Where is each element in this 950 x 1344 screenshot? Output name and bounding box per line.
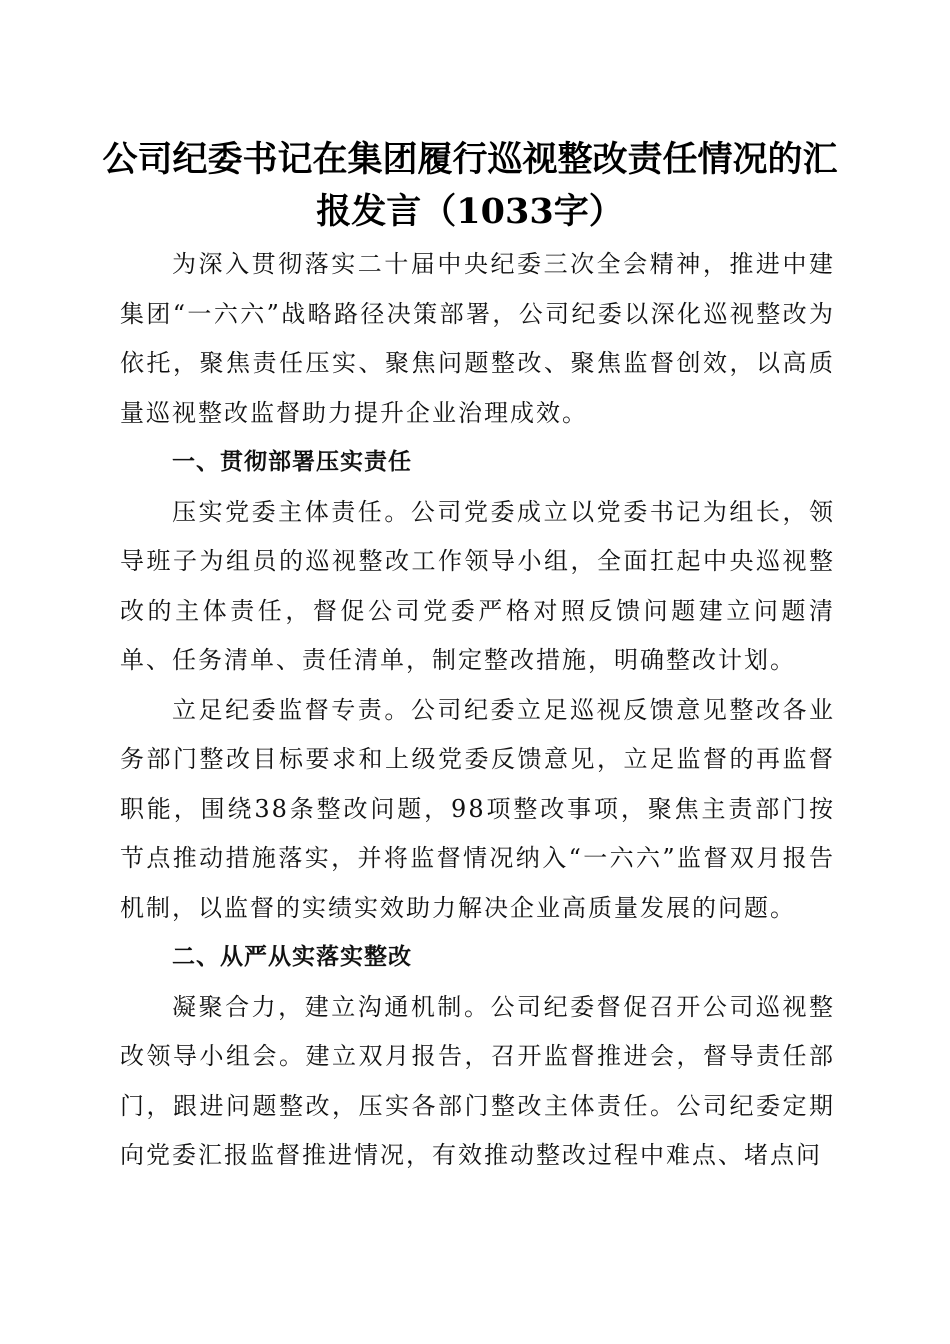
section-2-paragraph-1: 凝聚合力，建立沟通机制。公司纪委督促召开公司巡视整改领导小组会。建立双月报告，召开监督推进会，督导责任部门，跟进问题整改，压实各部门整改主体责任。公司纪委定期向党委汇报监督推进情况，有效推动整改过程中难点、堵点问 (120, 992, 835, 1169)
section-1-paragraph-1: 压实党委主体责任。公司党委成立以党委书记为组长，领导班子为组员的巡视整改工作领导小组，全面扛起中央巡视整改的主体责任，督促公司党委严格对照反馈问题建立问题清单、任务清单、责任清单，制定整改措施，明确整改计划。 (120, 497, 835, 674)
document-body (120, 240, 835, 1181)
section-1-paragraph-2: 立足纪委监督专责。公司纪委立足巡视反馈意见整改各业务部门整改目标要求和上级党委反馈意见，立足监督的再监督职能，围绕38条整改问题，98项整改事项，聚焦主责部门按节点推动措施落实，并将监督情况纳入“一六六”监督双月报告机制，以监督的实绩实效助力解决企业高质量发展的问题。 (120, 695, 835, 922)
section-heading-1: 一、贯彻部署压实责任 (172, 449, 412, 475)
document-title: 公司纪委书记在集团履行巡视整改责任情况的汇报发言（1033字） (102, 139, 838, 232)
intro-paragraph: 为深入贯彻落实二十届中央纪委三次全会精神，推进中建集团“一六六”战略路径决策部署，公司纪委以深化巡视整改为依托，聚焦责任压实、聚焦问题整改、聚焦监督创效，以高质量巡视整改监督助力提升企业治理成效。 (120, 250, 835, 427)
section-heading-2: 二、从严从实落实整改 (172, 944, 412, 970)
